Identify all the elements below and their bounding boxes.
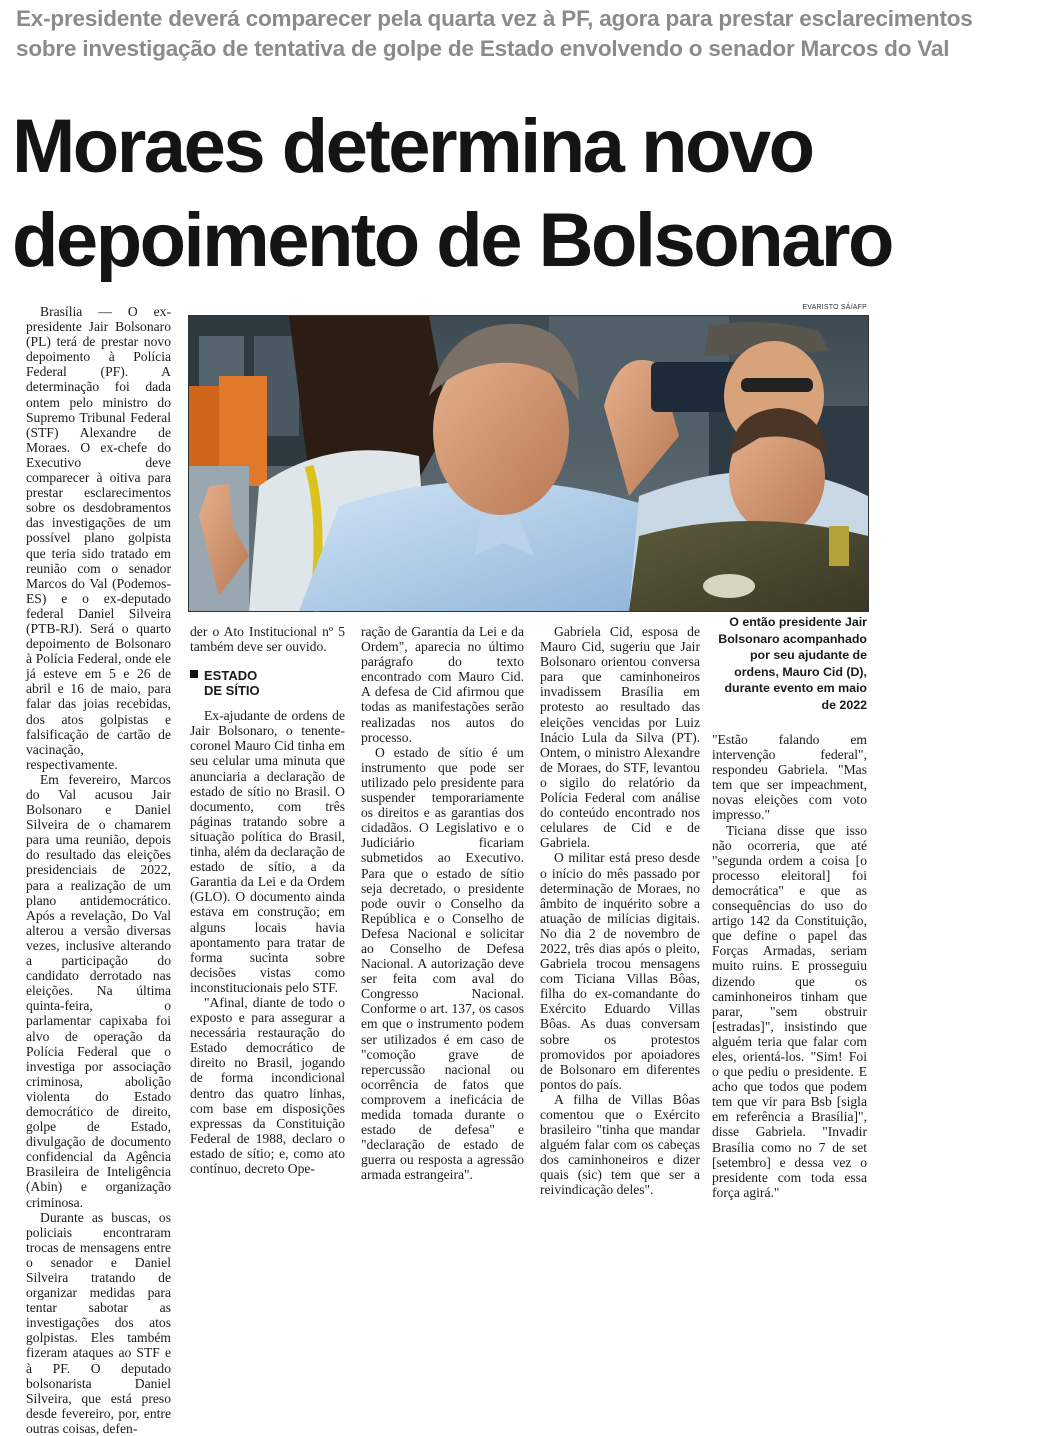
- article-column-5: [712, 732, 867, 1200]
- article-paragraph: A filha de Villas Bôas comentou que o Exército brasileiro "tinha que mandar alguém falar com os cabeças dos caminhoneiros e dizer quais (sic) tem que ser a reivindicação deles".: [540, 1091, 700, 1198]
- dateline: Brasília: [40, 304, 83, 319]
- article-column-3: [361, 624, 524, 1183]
- article-paragraph: "Estão falando em intervenção federal", respondeu Gabriela. "Mas tem que ser impeachment, novas eleições com voto impresso.": [712, 732, 867, 823]
- subhead-line-1: ESTADO: [204, 668, 258, 684]
- headline-line-2: depoimento de Bolsonaro: [12, 198, 892, 283]
- headline: [12, 100, 1042, 288]
- article-column-4: [540, 624, 700, 1198]
- article-paragraph: O estado de sítio é um instrumento que pode ser utilizado pelo presidente para suspender temporariamente os direitos e as garantias dos cidadãos. O Legislativo e o Judiciário ficariam submetidos ao Executivo. Para que o estado de sítio seja decretado, o presidente pode ouvir o Conselho da República e o Conselho de Defesa Nacional e solicitar ao Conselho de Defesa Nacional. A autorização deve ser feita com aval do Congresso Nacional. Conforme o art. 137, os casos em que o instrumento podem ser utilizados é em caso de "comoção grave de repercussão nacional ou ocorrência de fatos que comprovem a ineficácia de medida tomada durante o estado de defesa" e "declaração de estado de guerra ou resposta a agressão armada estrangeira".: [361, 744, 524, 1183]
- article-paragraph: Em fevereiro, Marcos do Val acusou Jair Bolsonaro e Daniel Silveira de o chamarem para uma reunião, depois do resultado das eleições presidenciais de 2022, para a realização de um plano antidemocrático. Após a revelação, Do Val alterou a versão diversas vezes, inclusive alterando a participação do candidato derrotado nas eleições. Na última quinta-feira, o parlamentar capixaba foi alvo de operação da Polícia Federal que o investiga por associação criminosa, abolição violenta do Estado democrático de direito, golpe de Estado, divulgação de documento confidencial da Agência Brasileira de Inteligência (Abin) e organização criminosa.: [26, 771, 171, 1210]
- news-photo: [188, 315, 869, 612]
- article-paragraph: Durante as buscas, os policiais encontraram trocas de mensagens entre o senador e Daniel Silveira tratando de organizar medidas para tentar sabotar as investigações dos atos golpistas. Eles também fizeram ataques ao STF e à PF. O deputado bolsonarista Daniel Silveira, que está preso desde fevereiro, por, entre outras coisas, defen-: [26, 1209, 171, 1436]
- subhead-line-2: DE SÍTIO: [204, 683, 260, 699]
- article-paragraph: O militar está preso desde o início do mês passado por determinação de Moraes, no âmbito de inquérito sobre a atuação de milícias digitais. No dia 2 de novembro de 2022, três dias após o pleito, Gabriela trocou mensagens com Ticiana Villas Bôas, filha do ex-comandante do Exército Eduardo Villas Bôas. As duas conversam sobre os protestos promovidos por apoiadores de Bolsonaro em diferentes pontos do país.: [540, 850, 700, 1092]
- article-column-2: [190, 624, 345, 1176]
- article-paragraph: Gabriela Cid, esposa de Mauro Cid, sugeriu que Jair Bolsonaro orientou conversa para que caminhoneiros invadissem Brasília em protesto ao resultado das eleições vencidas por Luiz Inácio Lula da Silva (PT). Ontem, o ministro Alexandre de Moraes, do STF, levantou o sigilo do relatório da Polícia Federal com análise do conteúdo encontrado nos celulares de Cid e de Gabriela.: [540, 624, 700, 851]
- article-column-1: [26, 304, 171, 1436]
- article-paragraph: ração de Garantia da Lei e da Ordem", aparecia no último parágrafo do texto encontrado com Mauro Cid. A defesa de Cid afirmou que todas as manifestações serão realizadas nos autos do processo.: [361, 624, 524, 745]
- kicker-line-2: sobre investigação de tentativa de golpe de Estado envolvendo o senador Marcos do Val: [16, 36, 950, 61]
- square-bullet-icon: [190, 670, 198, 678]
- section-subhead: [190, 668, 345, 698]
- photo-illustration: [189, 316, 868, 611]
- photo-credit: EVARISTO SÁ/AFP: [802, 304, 867, 311]
- headline-line-1: Moraes determina novo: [12, 104, 813, 189]
- article-paragraph: Brasília — O ex-presidente Jair Bolsonaro (PL) terá de prestar novo depoimento à Polícia Federal (PF). A determinação foi dada ontem pelo ministro do Supremo Tribunal Federal (STF) Alexandre de Moraes. O ex-chefe do Executivo deve comparecer à oitiva para prestar esclarecimentos sobre os desdobramentos das investigações de um possível plano golpista que teria sido tratado em reunião com o senador Marcos do Val (Podemos-ES) e o ex-deputado federal Daniel Silveira (PTB-RJ). Será o quarto depoimento de Bolsonaro à Polícia Federal, onde ele já esteve em 5 e 26 de abril e 16 de maio, para falar das joias recebidas, dos atos golpistas e falsificação de cartão de vacinação, respectivamente.: [26, 304, 171, 772]
- article-paragraph: Ticiana disse que isso não ocorreria, que até "segunda ordem a coisa [o processo eleitoral] foi democrática" e que as consequências do uso do artigo 142 da Constituição, que define o papel das Forças Armadas, seriam muito ruins. E prosseguiu dizendo que os caminhoneiros tinham que parar, "sem obstruir [estradas]", insistindo que alguém teria que falar com eles, orientá-los. "Sim! Foi o que pediu o presidente. E acho que todos que podem tem que vir para Bsb [sigla em referência a Brasília]", disse Gabriela. "Invadir Brasília como no 7 de set [setembro] e dessa vez o presidente com toda essa força agirá.": [712, 822, 867, 1200]
- article-paragraph: Ex-ajudante de ordens de Jair Bolsonaro, o tenente-coronel Mauro Cid tinha em seu celular uma minuta que anunciaria a declaração de estado de sítio no Brasil. O documento, com três páginas tratando sobre a situação política do Brasil, tinha, além da declaração de estado de sítio, a da Garantia da Lei e da Ordem (GLO). O documento ainda estava em construção; em alguns locais havia apontamento para tratar de forma sucinta sobre decisões vistas como inconstitucionais pelo STF.: [190, 708, 345, 995]
- article-paragraph: der o Ato Institucional nº 5 também deve ser ouvido.: [190, 624, 345, 655]
- kicker: [16, 4, 1041, 64]
- article-paragraph: "Afinal, diante de todo o exposto e para assegurar a necessária restauração do Estado democrático de direito no Brasil, jogando de forma incondicional dentro das quatro linhas, com base em disposições expressas da Constituição Federal de 1988, declaro o estado de sítio; e, como ato contínuo, decreto Ope-: [190, 994, 345, 1176]
- photo-caption: O então presidente Jair Bolsonaro acompanhado por seu ajudante de ordens, Mauro Cid (D), durante evento em maio de 2022: [718, 615, 867, 712]
- kicker-line-1: Ex-presidente deverá comparecer pela quarta vez à PF, agora para prestar esclarecimentos: [16, 6, 973, 31]
